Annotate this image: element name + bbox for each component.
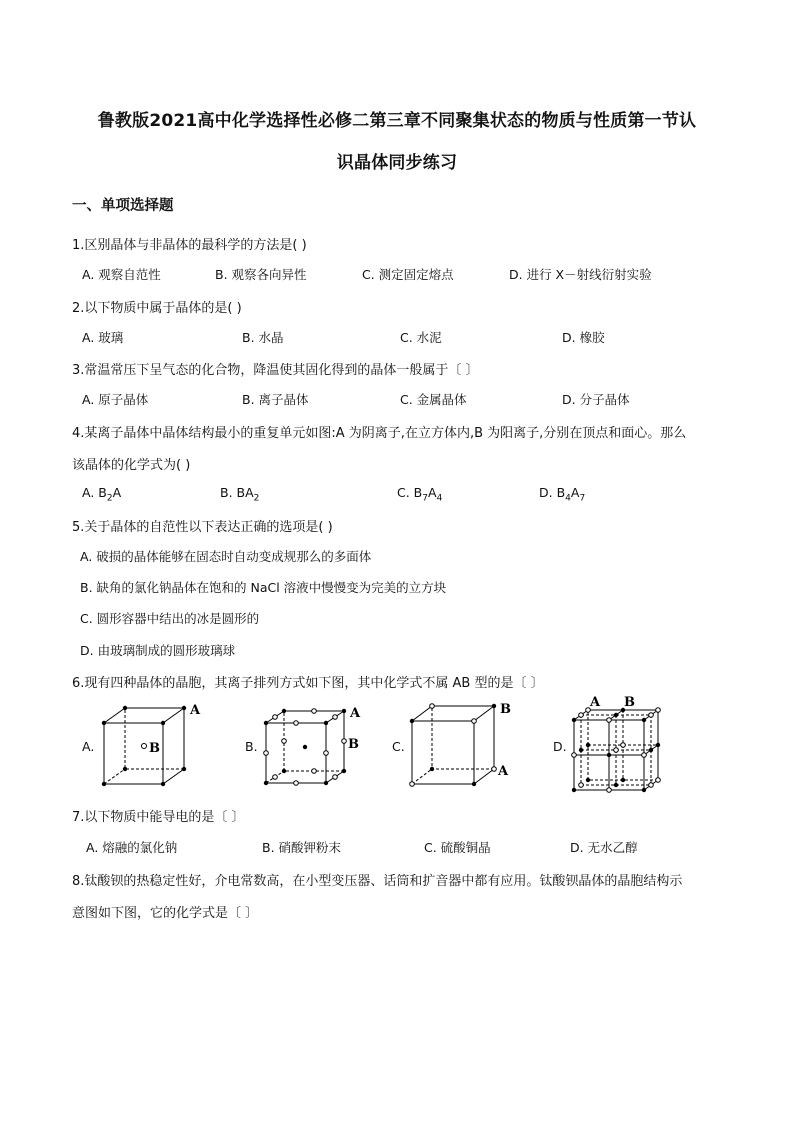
page-title-line1: 鲁教版2021高中化学选择性必修二第三章不同聚集状态的物质与性质第一节认 xyxy=(97,111,697,131)
atom-a-label: A xyxy=(590,695,601,710)
question-4-stem-line2: 该晶体的化学式为( ) xyxy=(72,458,191,473)
question-7-option-c: C. 硫酸铜晶 xyxy=(424,840,491,855)
question-7-option-d: D. 无水乙醇 xyxy=(570,840,638,855)
question-5-option-b: B. 缺角的氯化钠晶体在饱和的 NaCl 溶液中慢慢变为完美的立方块 xyxy=(80,580,447,595)
question-3-option-d: D. 分子晶体 xyxy=(562,392,630,407)
question-6-option-c-label: C. xyxy=(392,739,405,754)
question-2-option-b: B. 水晶 xyxy=(242,330,284,345)
question-6-stem: 6.现有四种晶体的晶胞，其离子排列方式如下图，其中化学式不属 AB 型的是〔 〕 xyxy=(72,676,544,691)
question-7-option-b: B. 硝酸钾粉末 xyxy=(262,840,342,855)
question-4-stem-line1: 4.某离子晶体中晶体结构最小的重复单元如图:A 为阴离子,在立方体内,B 为阳离子,分别在顶点和面心。那么 xyxy=(72,426,687,441)
atom-b-label: B xyxy=(348,737,359,752)
question-4-option-a: A. $B_2A$ xyxy=(82,485,122,504)
question-4-option-d: D. $B_4A_7$ xyxy=(539,485,586,504)
page-title-line2: 识晶体同步练习 xyxy=(336,153,458,173)
question-5-option-a: A. 破损的晶体能够在固态时自动变成规那么的多面体 xyxy=(80,549,372,564)
question-3-stem: 3.常温常压下呈气态的化合物，降温使其固化得到的晶体一般属于〔 〕 xyxy=(72,363,479,378)
question-6-option-b-label: B. xyxy=(245,739,258,754)
atom-a-label: A xyxy=(498,764,509,779)
question-1-option-b: B. 观察各向异性 xyxy=(215,267,307,282)
question-5-option-c: C. 圆形容器中结出的冰是圆形的 xyxy=(80,611,260,626)
question-3-option-c: C. 金属晶体 xyxy=(400,392,467,407)
question-3-option-a: A. 原子晶体 xyxy=(82,392,149,407)
atom-b-label: B xyxy=(500,702,511,717)
question-4-option-b: B. $BA_2$ xyxy=(220,485,260,504)
crystal-cell-a xyxy=(100,700,210,790)
atom-a-label: A xyxy=(190,703,201,718)
question-8-stem-line2: 意图如下图，它的化学式是〔 〕 xyxy=(72,906,259,921)
question-6-option-d-label: D. xyxy=(553,739,567,754)
question-3-option-b: B. 离子晶体 xyxy=(242,392,309,407)
question-7-stem: 7.以下物质中能导电的是〔 〕 xyxy=(72,810,245,825)
question-8-stem-line1: 8.钛酸钡的热稳定性好，介电常数高，在小型变压器、话筒和扩音器中都有应用。钛酸钡晶体的晶胞结构示 xyxy=(72,874,683,889)
question-5-stem: 5.关于晶体的自范性以下表达正确的选项是( ) xyxy=(72,520,333,535)
question-2-option-a: A. 玻璃 xyxy=(82,330,124,345)
question-1-stem: 1.区别晶体与非晶体的最科学的方法是( ) xyxy=(72,238,307,253)
section-heading: 一、单项选择题 xyxy=(72,198,174,214)
question-1-option-c: C. 测定固定熔点 xyxy=(362,267,454,282)
crystal-cell-b xyxy=(262,705,372,790)
question-1-option-a: A. 观察自范性 xyxy=(82,267,161,282)
question-2-stem: 2.以下物质中属于晶体的是( ) xyxy=(72,301,242,316)
crystal-cell-d xyxy=(568,694,678,794)
atom-a-label: A xyxy=(350,706,361,721)
question-5-option-d: D. 由玻璃制成的圆形玻璃球 xyxy=(80,643,236,658)
question-2-option-d: D. 橡胶 xyxy=(562,330,605,345)
atom-b-label: B xyxy=(149,741,160,756)
question-7-option-a: A. 熔融的氯化钠 xyxy=(86,840,178,855)
atom-b-label: B xyxy=(624,695,635,710)
question-4-option-c: C. $B_7A_4$ xyxy=(397,485,443,504)
question-1-option-d: D. 进行 X－射线衍射实验 xyxy=(509,267,652,282)
question-6-option-a-label: A. xyxy=(82,739,95,754)
question-2-option-c: C. 水泥 xyxy=(400,330,442,345)
crystal-cell-c xyxy=(408,700,520,790)
